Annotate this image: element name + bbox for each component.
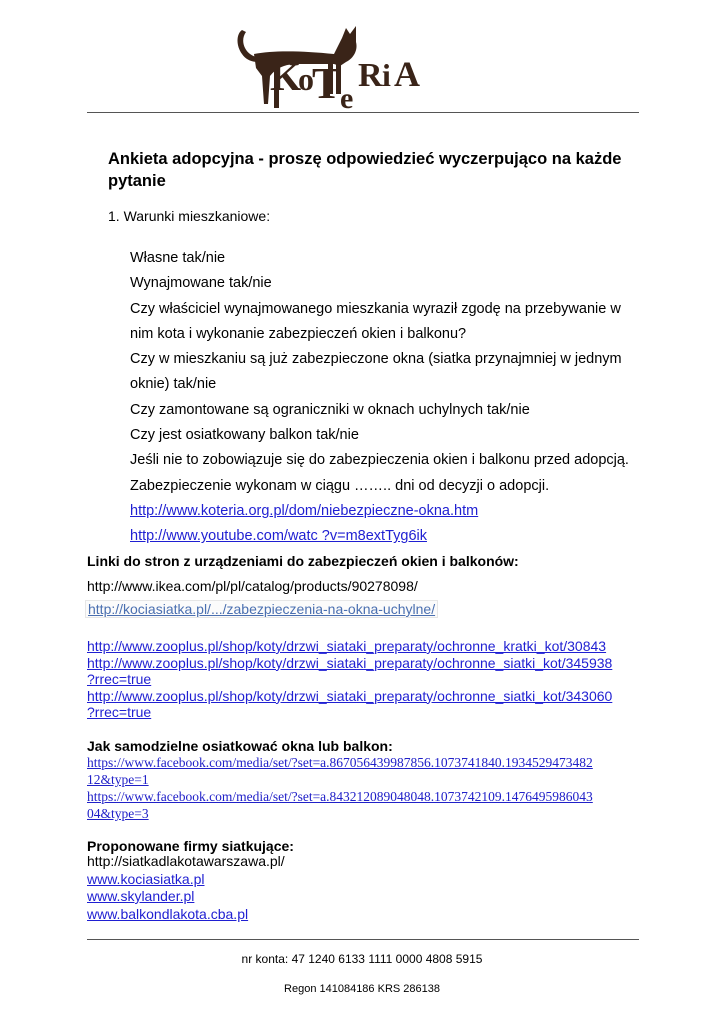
question-line: oknie) tak/nie bbox=[130, 376, 217, 393]
svg-text:K: K bbox=[270, 54, 302, 99]
regon-krs: Regon 141084186 KRS 286138 bbox=[284, 983, 440, 995]
zooplus-link[interactable]: ?rrec=true bbox=[87, 671, 152, 687]
zooplus-link[interactable]: http://www.zooplus.pl/shop/koty/drzwi_siataki_preparaty/ochronne_siatki_kot/345938 bbox=[87, 654, 613, 671]
kociasiatka-link[interactable]: http://kociasiatka.pl/.../zabezpieczenia-na-okna-uchylne/ bbox=[85, 600, 438, 618]
ikea-link[interactable]: http://www.ikea.com/pl/pl/catalog/products/90278098/ bbox=[87, 578, 418, 594]
footer-divider bbox=[87, 939, 639, 940]
firm-plain: http://siatkadlakotawarszawa.pl/ bbox=[87, 853, 285, 869]
koteria-link[interactable]: http://www.koteria.org.pl/dom/niebezpieczne-okna.htm bbox=[130, 502, 479, 519]
header-divider bbox=[87, 112, 639, 113]
question-line: Czy zamontowane są ograniczniki w oknach uchylnych tak/nie bbox=[130, 401, 530, 418]
account-number: nr konta: 47 1240 6133 1111 0000 4808 5915 bbox=[241, 952, 483, 966]
firms-list bbox=[87, 853, 285, 923]
facebook-link[interactable]: https://www.facebook.com/media/set/?set=a.843212089048048.1073742109.1476495986043 bbox=[87, 789, 593, 804]
firms-heading: Proponowane firmy siatkujące: bbox=[87, 838, 294, 854]
facebook-link[interactable]: https://www.facebook.com/media/set/?set=a.867056439987856.1073741840.1934529473482 bbox=[87, 755, 593, 770]
koteria-logo bbox=[234, 24, 434, 116]
question-line: nim kota i wykonanie zabezpieczeń okien i balkonu? bbox=[130, 325, 467, 342]
firm-link[interactable]: www.skylander.pl bbox=[87, 888, 195, 904]
svg-text:T: T bbox=[312, 59, 342, 108]
question-line: Wynajmowane tak/nie bbox=[130, 275, 272, 292]
page-title: Ankieta adopcyjna - proszę odpowiedzieć wyczerpująco na każde pytanie bbox=[108, 150, 622, 190]
question-line: Jeśli nie to zobowiązuje się do zabezpieczenia okien i balkonu przed adopcją. bbox=[130, 452, 629, 469]
facebook-link[interactable]: 04&type=3 bbox=[87, 806, 149, 821]
question-line: Własne tak/nie bbox=[130, 250, 226, 266]
section-heading: 1. Warunki mieszkaniowe: bbox=[108, 208, 271, 224]
question-line: Czy w mieszkaniu są już zabezpieczone okna (siatka przynajmniej w jednym bbox=[130, 351, 622, 368]
zooplus-link[interactable]: ?rrec=true bbox=[87, 704, 152, 720]
diy-heading: Jak samodzielne osiatkować okna lub balkon: bbox=[87, 738, 393, 754]
facebook-link[interactable]: 12&type=1 bbox=[87, 772, 149, 787]
zooplus-link[interactable]: http://www.zooplus.pl/shop/koty/drzwi_siataki_preparaty/ochronne_kratki_kot/30843 bbox=[87, 638, 607, 654]
youtube-link[interactable]: http://www.youtube.com/watc ?v=m8extTyg6ik bbox=[130, 528, 427, 545]
firm-link[interactable]: www.kociasiatka.pl bbox=[87, 870, 205, 887]
zooplus-links bbox=[87, 638, 612, 721]
svg-text:i: i bbox=[382, 57, 391, 93]
zooplus-link[interactable]: http://www.zooplus.pl/shop/koty/drzwi_siataki_preparaty/ochronne_siatki_kot/343060 bbox=[87, 687, 613, 704]
svg-text:o: o bbox=[298, 61, 314, 97]
question-line: Zabezpieczenie wykonam w ciągu …….. dni od decyzji o adopcji. bbox=[130, 477, 550, 494]
firm-link[interactable]: www.balkondlakota.cba.pl bbox=[87, 905, 249, 922]
svg-text:R: R bbox=[358, 57, 383, 94]
svg-text:e: e bbox=[340, 82, 354, 115]
links-heading: Linki do stron z urządzeniami do zabezpieczeń okien i balkonów: bbox=[87, 553, 519, 569]
svg-text:A: A bbox=[394, 54, 420, 94]
question-line: Czy jest osiatkowany balkon tak/nie bbox=[130, 427, 359, 444]
question-line: Czy właściciel wynajmowanego mieszkania wyraził zgodę na przebywanie w bbox=[130, 300, 621, 317]
facebook-links bbox=[87, 754, 593, 822]
housing-questions bbox=[130, 250, 629, 554]
